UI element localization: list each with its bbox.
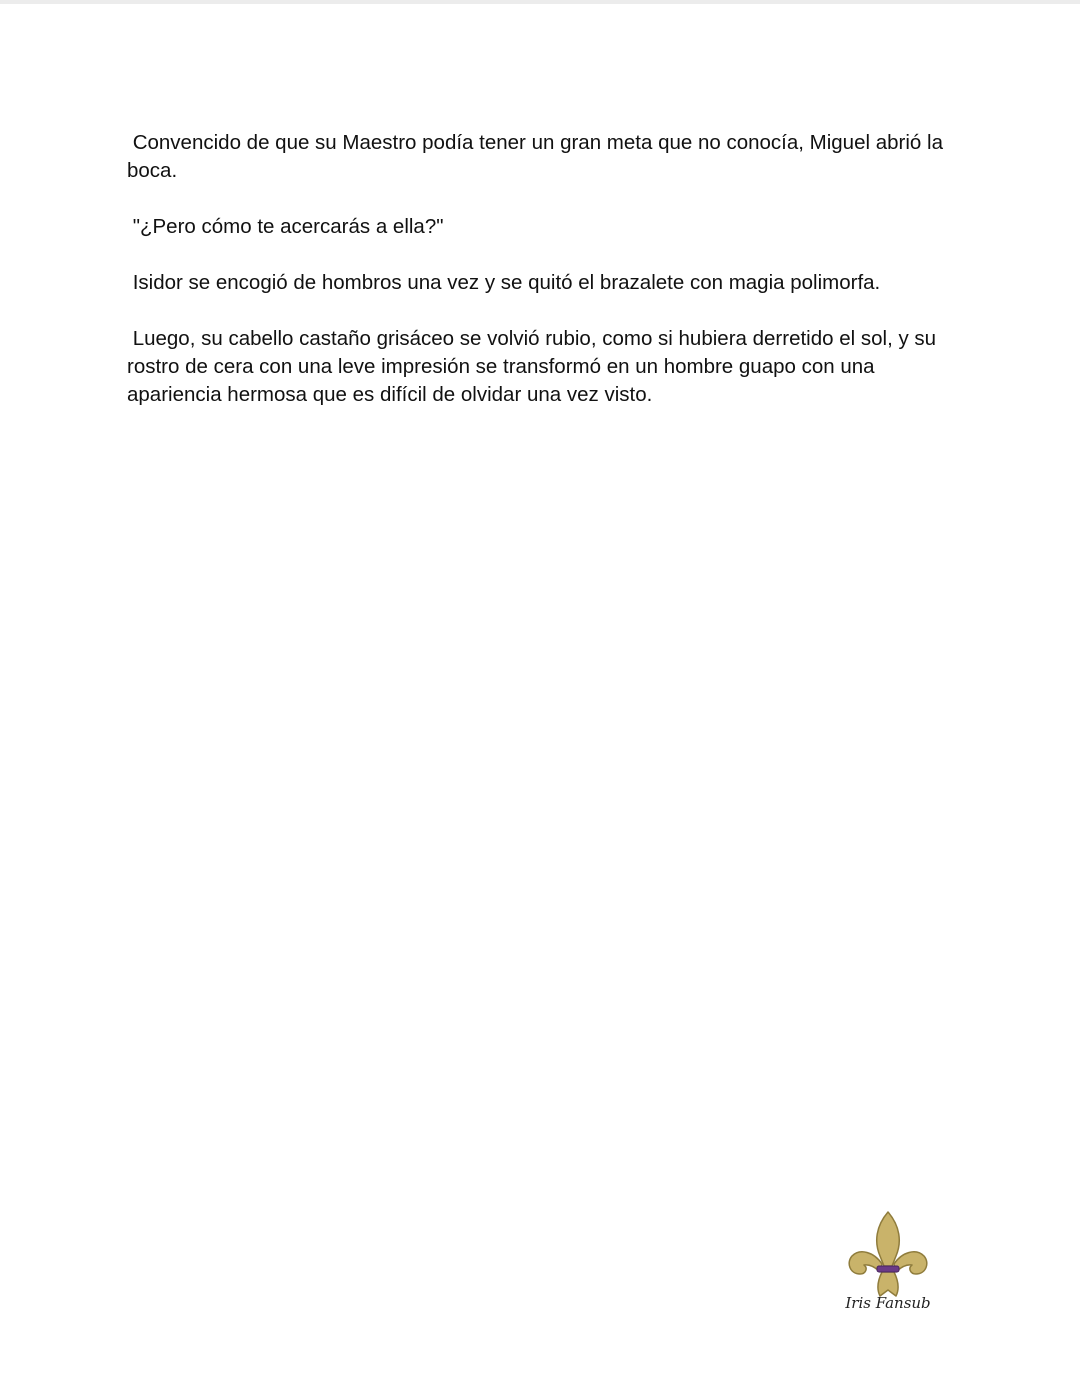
watermark-logo	[838, 1208, 938, 1320]
document-body	[127, 129, 957, 437]
paragraph: "¿Pero cómo te acercarás a ella?"	[127, 215, 444, 238]
paragraph: Luego, su cabello castaño grisáceo se volvió rubio, como si hubiera derretido el sol, y su rostro de cera con una leve impresión se transformó en un hombre guapo con una apariencia hermosa que es difícil de olvidar una vez visto.	[127, 327, 942, 406]
top-strip	[0, 0, 1080, 4]
fleur-de-lis-icon	[844, 1208, 932, 1298]
paragraph: Convencido de que su Maestro podía tener un gran meta que no conocía, Miguel abrió la boca.	[127, 131, 949, 182]
watermark-caption: Iris Fansub	[845, 1294, 931, 1312]
paragraph: Isidor se encogió de hombros una vez y se quitó el brazalete con magia polimorfa.	[127, 271, 881, 294]
